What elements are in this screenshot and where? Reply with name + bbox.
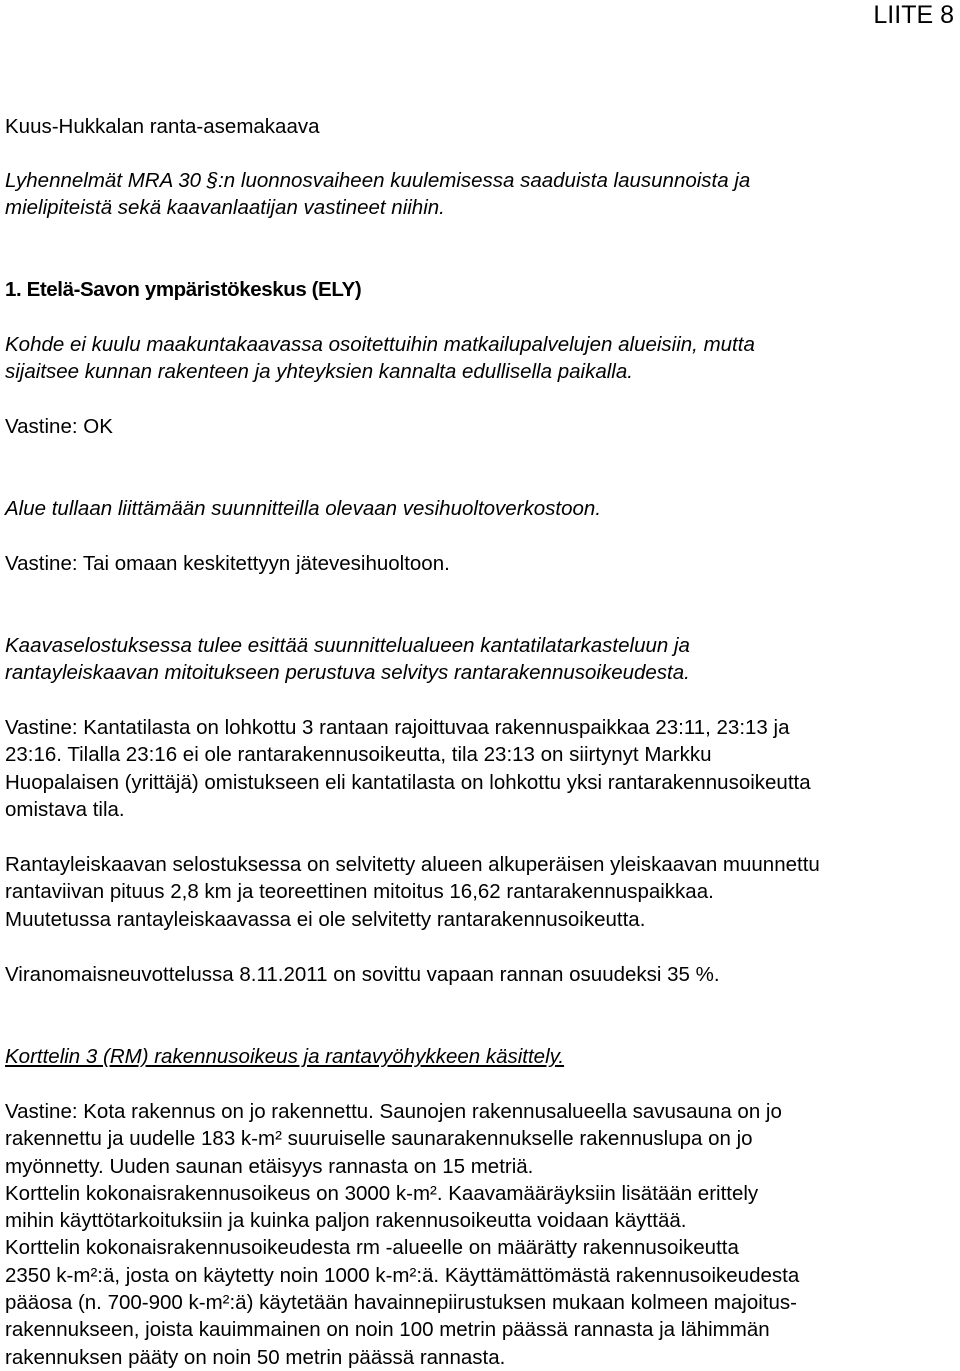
response-line: 23:16. Tilalla 23:16 ei ole rantarakennusoikeutta, tila 23:13 on siirtynyt Markku: [5, 743, 712, 767]
statement-1: [5, 331, 955, 386]
document-title: Kuus-Hukkalan ranta-asemakaava: [5, 115, 320, 138]
response-line: rakennuksen pääty on noin 50 metrin päässä rannasta.: [5, 1345, 506, 1369]
response-line: myönnetty. Uuden saunan etäisyys rannasta on 15 metriä.: [5, 1154, 534, 1178]
attachment-label: LIITE 8: [873, 1, 954, 29]
statement-6: Korttelin 3 (RM) rakennusoikeus ja rantavyöhykkeen käsittely.: [5, 1045, 565, 1068]
paragraph-line: Rantayleiskaavan selostuksessa on selvitetty alueen alkuperäisen yleiskaavan muunnettu: [5, 853, 820, 876]
response-3: [5, 714, 955, 823]
statement-3: [5, 632, 955, 687]
statement-line: Kaavaselostuksessa tulee esittää suunnittelualueen kantatilatarkasteluun ja: [5, 634, 690, 657]
response-line: Korttelin kokonaisrakennusoikeudesta rm -alueelle on määrätty rakennusoikeutta: [5, 1236, 739, 1260]
response-line: rakennukseen, joista kauimmainen on noin 100 metrin päässä rannasta ja lähimmän: [5, 1318, 770, 1342]
response-line: Vastine: Kantatilasta on lohkottu 3 rantaan rajoittuvaa rakennuspaikkaa 23:11, 23:13 ja: [5, 716, 790, 739]
response-line: 2350 k-m²:ä, josta on käytetty noin 1000 k-m²:ä. Käyttämättömästä rakennusoikeudesta: [5, 1263, 800, 1287]
response-line: omistava tila.: [5, 797, 125, 821]
statement-line: sijaitsee kunnan rakenteen ja yhteyksien kannalta edullisella paikalla.: [5, 360, 633, 384]
paragraph-line: rantaviivan pituus 2,8 km ja teoreettinen mitoitus 16,62 rantarakennuspaikkaa.: [5, 880, 714, 904]
response-line: mihin käyttötarkoituksiin ja kuinka paljon rakennusoikeutta voidaan käyttää.: [5, 1209, 687, 1233]
response-line: pääosa (n. 700-900 k-m²:ä) käytetään havainnepiirustuksen mukaan kolmeen majoitus-: [5, 1291, 797, 1315]
response-line: rakennettu ja uudelle 183 k-m² suuruiselle saunarakennukselle rakennuslupa on jo: [5, 1127, 753, 1151]
statement-line: Kohde ei kuulu maakuntakaavassa osoitettuihin matkailupalvelujen alueisiin, mutta: [5, 333, 755, 356]
paragraph-5: Viranomaisneuvottelussa 8.11.2011 on sovittu vapaan rannan osuudeksi 35 %.: [5, 963, 720, 986]
response-line: Vastine: Kota rakennus on jo rakennettu. Saunojen rakennusalueella savusauna on jo: [5, 1100, 782, 1123]
response-1: Vastine: OK: [5, 415, 113, 438]
response-line: Korttelin kokonaisrakennusoikeus on 3000 k-m². Kaavamääräyksiin lisätään erittely: [5, 1181, 759, 1205]
document-subtitle: [5, 167, 955, 222]
subtitle-line: mielipiteistä sekä kaavanlaatijan vastineet niihin.: [5, 196, 445, 220]
paragraph-4: [5, 851, 955, 933]
section-heading: 1. Etelä-Savon ympäristökeskus (ELY): [5, 278, 362, 301]
response-6: [5, 1098, 955, 1371]
response-2: Vastine: Tai omaan keskitettyyn jätevesihuoltoon.: [5, 552, 450, 575]
statement-2: Alue tullaan liittämään suunnitteilla olevaan vesihuoltoverkostoon.: [5, 497, 602, 520]
statement-line: rantayleiskaavan mitoitukseen perustuva selvitys rantarakennusoikeudesta.: [5, 661, 690, 685]
response-line: Huopalaisen (yrittäjä) omistukseen eli kantatilasta on lohkottu yksi rantarakennusoikeutta: [5, 770, 811, 794]
paragraph-line: Muutetussa rantayleiskaavassa ei ole selvitetty rantarakennusoikeutta.: [5, 907, 646, 931]
subtitle-line: Lyhennelmät MRA 30 §:n luonnosvaiheen kuulemisessa saaduista lausunnoista ja: [5, 169, 751, 192]
